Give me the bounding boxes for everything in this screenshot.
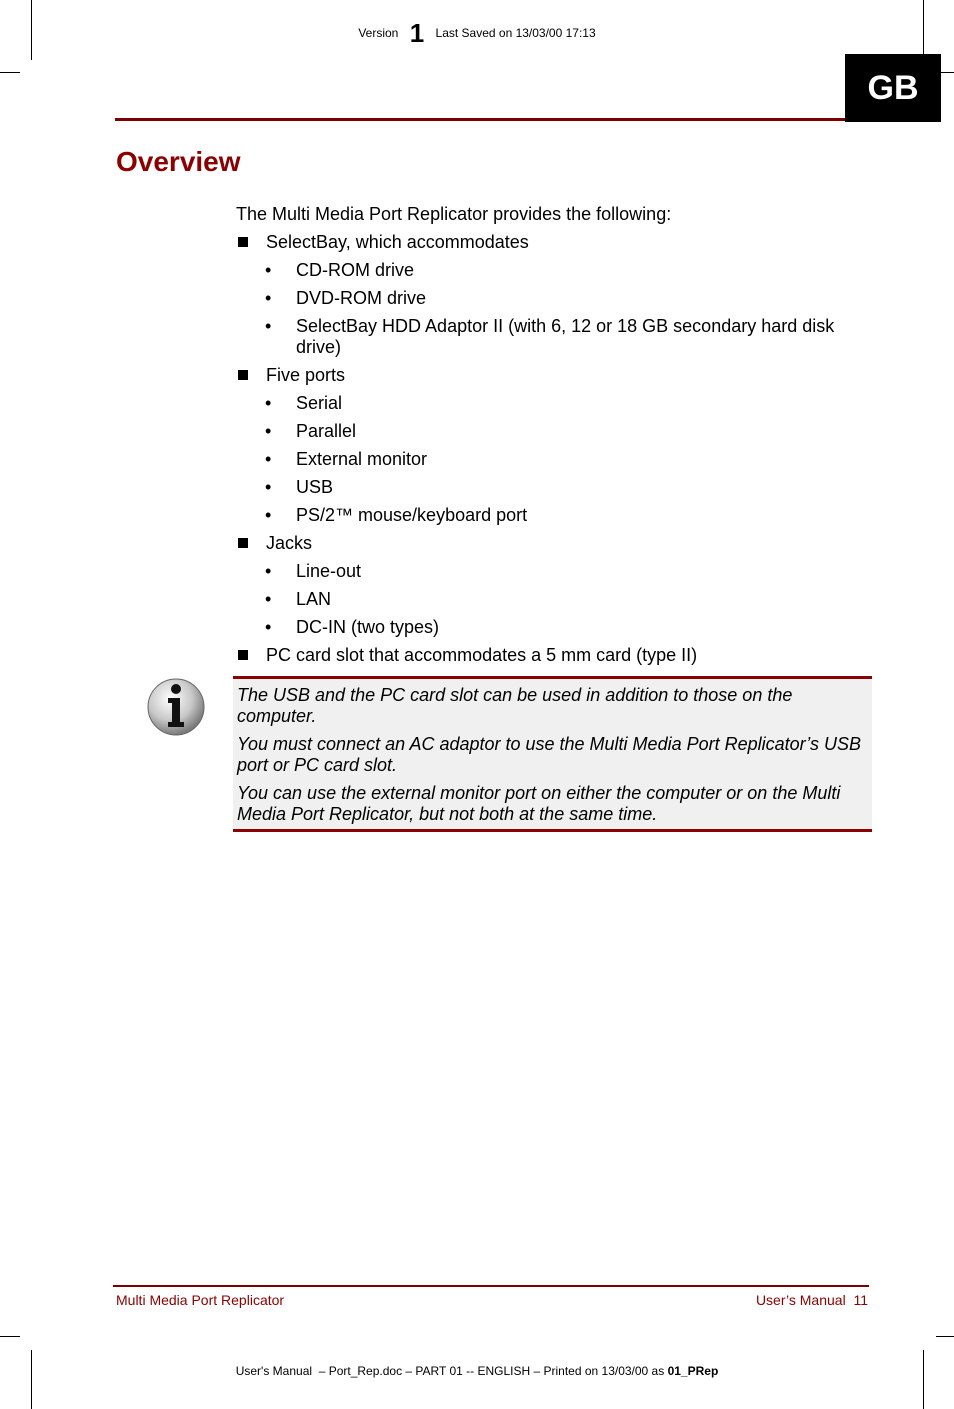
footer-title: Multi Media Port Replicator bbox=[116, 1292, 285, 1308]
dot-bullet-icon: • bbox=[265, 421, 272, 441]
square-bullet-icon bbox=[238, 370, 248, 380]
list-item bbox=[236, 589, 876, 610]
print-info bbox=[0, 1364, 954, 1378]
list-item bbox=[236, 617, 876, 638]
list-item bbox=[236, 477, 876, 498]
list-item-text: Line-out bbox=[296, 561, 362, 581]
list-item bbox=[236, 421, 876, 442]
list-item-text: DC-IN (two types) bbox=[296, 617, 440, 637]
dot-bullet-icon: • bbox=[265, 589, 272, 609]
square-bullet-icon bbox=[238, 650, 248, 660]
list-item-text: SelectBay HDD Adaptor II (with 6, 12 or 18 GB secondary hard disk drive) bbox=[296, 316, 835, 357]
list-item-text: PS/2™ mouse/keyboard port bbox=[296, 505, 528, 525]
intro-text: The Multi Media Port Replicator provides the following: bbox=[236, 204, 672, 224]
list-item bbox=[236, 533, 876, 554]
dot-bullet-icon: • bbox=[265, 288, 272, 308]
list-item bbox=[236, 316, 876, 358]
crop-mark bbox=[0, 1336, 20, 1337]
dot-bullet-icon: • bbox=[265, 393, 272, 413]
list-item-text: LAN bbox=[296, 589, 332, 609]
dot-bullet-icon: • bbox=[265, 449, 272, 469]
dot-bullet-icon: • bbox=[265, 505, 272, 525]
note-paragraph: You must connect an AC adaptor to use the Multi Media Port Replicator’s USB port or PC card slot. bbox=[237, 734, 861, 775]
dot-bullet-icon: • bbox=[265, 260, 272, 280]
dot-bullet-icon: • bbox=[265, 316, 272, 336]
list-item bbox=[236, 232, 876, 253]
list-item-text: PC card slot that accommodates a 5 mm card (type II) bbox=[266, 645, 698, 665]
version-header bbox=[0, 18, 954, 49]
version-label: Version bbox=[358, 26, 399, 40]
list-item-text: DVD-ROM drive bbox=[296, 288, 427, 308]
list-item bbox=[236, 260, 876, 281]
list-item-text: Parallel bbox=[296, 421, 357, 441]
footer-rule bbox=[113, 1285, 869, 1287]
dot-bullet-icon: • bbox=[265, 561, 272, 581]
dot-bullet-icon: • bbox=[265, 617, 272, 637]
crop-mark bbox=[936, 1336, 954, 1337]
version-number: 1 bbox=[409, 18, 425, 48]
list-item-text: External monitor bbox=[296, 449, 428, 469]
info-icon bbox=[146, 677, 206, 737]
crop-mark bbox=[0, 72, 20, 73]
list-item-text: Serial bbox=[296, 393, 343, 413]
note-paragraph: You can use the external monitor port on either the computer or on the Multi Media Port Replicator, but not both at the same time. bbox=[237, 783, 841, 824]
list-item bbox=[236, 365, 876, 386]
list-item bbox=[236, 505, 876, 526]
list-item bbox=[236, 288, 876, 309]
page-title: Overview bbox=[116, 146, 241, 177]
note-box bbox=[233, 676, 872, 832]
list-item-text: Five ports bbox=[266, 365, 346, 385]
footer-page-number: User’s Manual 11 bbox=[755, 1292, 868, 1308]
list-item-text: CD-ROM drive bbox=[296, 260, 415, 280]
list-item bbox=[236, 645, 876, 666]
list-item-text: USB bbox=[296, 477, 334, 497]
feature-list bbox=[236, 232, 876, 666]
language-tab: GB bbox=[845, 54, 941, 122]
list-item-text: Jacks bbox=[266, 533, 313, 553]
list-item bbox=[236, 449, 876, 470]
square-bullet-icon bbox=[238, 237, 248, 247]
list-item bbox=[236, 393, 876, 414]
crop-mark bbox=[923, 1350, 924, 1409]
header-rule bbox=[115, 118, 845, 121]
list-item-text: SelectBay, which accommodates bbox=[266, 232, 529, 252]
square-bullet-icon bbox=[238, 538, 248, 548]
note-paragraph: The USB and the PC card slot can be used in addition to those on the computer. bbox=[237, 685, 793, 726]
print-info-text: User's Manual – Port_Rep.doc – PART 01 -- ENGLISH – Printed on 13/03/00 as bbox=[235, 1364, 668, 1378]
print-info-code: 01_PRep bbox=[667, 1364, 719, 1378]
list-item bbox=[236, 561, 876, 582]
last-saved: Last Saved on 13/03/00 17:13 bbox=[435, 26, 596, 40]
crop-mark bbox=[31, 1350, 32, 1409]
main-content bbox=[236, 204, 876, 673]
dot-bullet-icon: • bbox=[265, 477, 272, 497]
